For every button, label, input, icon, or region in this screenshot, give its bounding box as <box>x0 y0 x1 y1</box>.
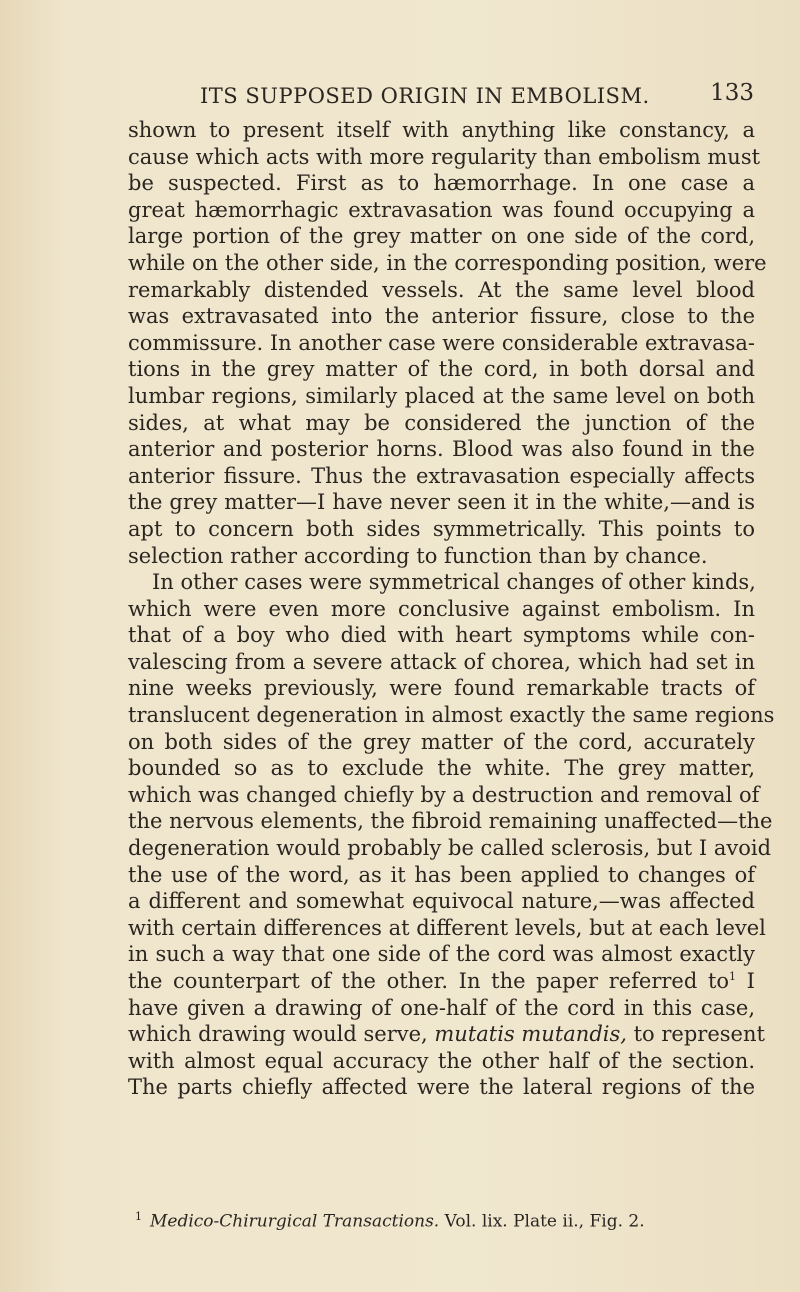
text-line: selection rather according to function than by chance. <box>128 543 708 568</box>
text-line <box>128 968 755 995</box>
text-line: anterior and posterior horns. Blood was also found in the <box>128 437 755 462</box>
text-line: sides, at what may be considered the junction of the <box>128 410 755 435</box>
footnote-reference: 1 <box>729 970 737 983</box>
text-line: commissure. In another case were considerable extravasa- <box>128 330 755 355</box>
text-line: was extravasated into the anterior fissure, close to the <box>128 304 755 329</box>
text-line: In other cases were symmetrical changes of other kinds, <box>152 570 756 595</box>
text-line: large portion of the grey matter on one side of the cord, <box>128 224 755 249</box>
text-line: degeneration would probably be called sclerosis, but I avoid <box>128 836 772 861</box>
text-line: The parts chiefly affected were the lateral regions of the <box>128 1075 755 1100</box>
text-line: a different and somewhat equivocal nature,—was affected <box>128 889 755 914</box>
page-header <box>128 80 754 114</box>
text-line: apt to concern both sides symmetrically. This points to <box>128 516 755 541</box>
text-line: cause which acts with more regularity than embolism must <box>128 144 761 169</box>
text-line: valescing from a severe attack of chorea, which had set in <box>128 649 755 674</box>
text-line: bounded so as to exclude the white. The grey matter, <box>128 756 755 781</box>
text-line: the nervous elements, the fibroid remaining unaffected—the <box>128 809 773 834</box>
text-line: shown to present itself with anything like constancy, a <box>128 118 755 142</box>
text-segment: to represent <box>626 1022 765 1047</box>
text-segment: the counterpart of the other. In the paper referred to <box>128 969 730 993</box>
body-text <box>128 117 775 1101</box>
text-line: the grey matter—I have never seen it in the white,—and is <box>128 490 755 515</box>
text-line: that of a boy who died with heart symptoms while con- <box>128 623 755 648</box>
text-line: with certain differences at different levels, but at each level <box>128 915 766 940</box>
text-line: on both sides of the grey matter of the cord, accurately <box>128 729 755 754</box>
text-segment: which drawing would serve, <box>128 1022 435 1047</box>
text-line: anterior fissure. Thus the extravasation especially affects <box>128 463 755 488</box>
text-line: great hæmorrhagic extravasation was found occupying a <box>128 197 755 222</box>
footnote-details: Vol. lix. Plate ii., Fig. 2. <box>439 1211 645 1232</box>
text-line: nine weeks previously, were found remarkable tracts of <box>128 676 755 701</box>
text-line: with almost equal accuracy the other half of the section. <box>128 1048 755 1073</box>
text-line: be suspected. First as to hæmorrhage. In one case a <box>128 171 755 196</box>
text-line: translucent degeneration in almost exactly the same regions <box>128 703 775 728</box>
text-line: which was changed chiefly by a destruction and removal of <box>128 782 760 807</box>
text-line: lumbar regions, similarly placed at the same level on both <box>128 383 755 408</box>
text-line: have given a drawing of one-half of the cord in this case, <box>128 995 755 1020</box>
running-head: ITS SUPPOSED ORIGIN IN EMBOLISM. <box>200 84 650 108</box>
footnote <box>135 1206 755 1233</box>
text-line: while on the other side, in the corresponding position, were <box>128 250 767 275</box>
page-number: 133 <box>710 80 754 106</box>
text-line: remarkably distended vessels. At the same level blood <box>128 277 755 302</box>
text-segment: I <box>736 969 755 993</box>
footnote-mark: 1 <box>135 1210 142 1223</box>
italic-phrase: mutatis mutandis, <box>434 1022 627 1047</box>
text-line: which were even more conclusive against embolism. In <box>128 596 755 621</box>
text-line: tions in the grey matter of the cord, in both dorsal and <box>128 357 755 382</box>
text-line: the use of the word, as it has been applied to changes of <box>128 862 755 887</box>
footnote-journal: Medico-Chirurgical Transactions. <box>150 1211 440 1232</box>
text-line: in such a way that one side of the cord was almost exactly <box>128 942 755 967</box>
text-line <box>128 1021 765 1048</box>
